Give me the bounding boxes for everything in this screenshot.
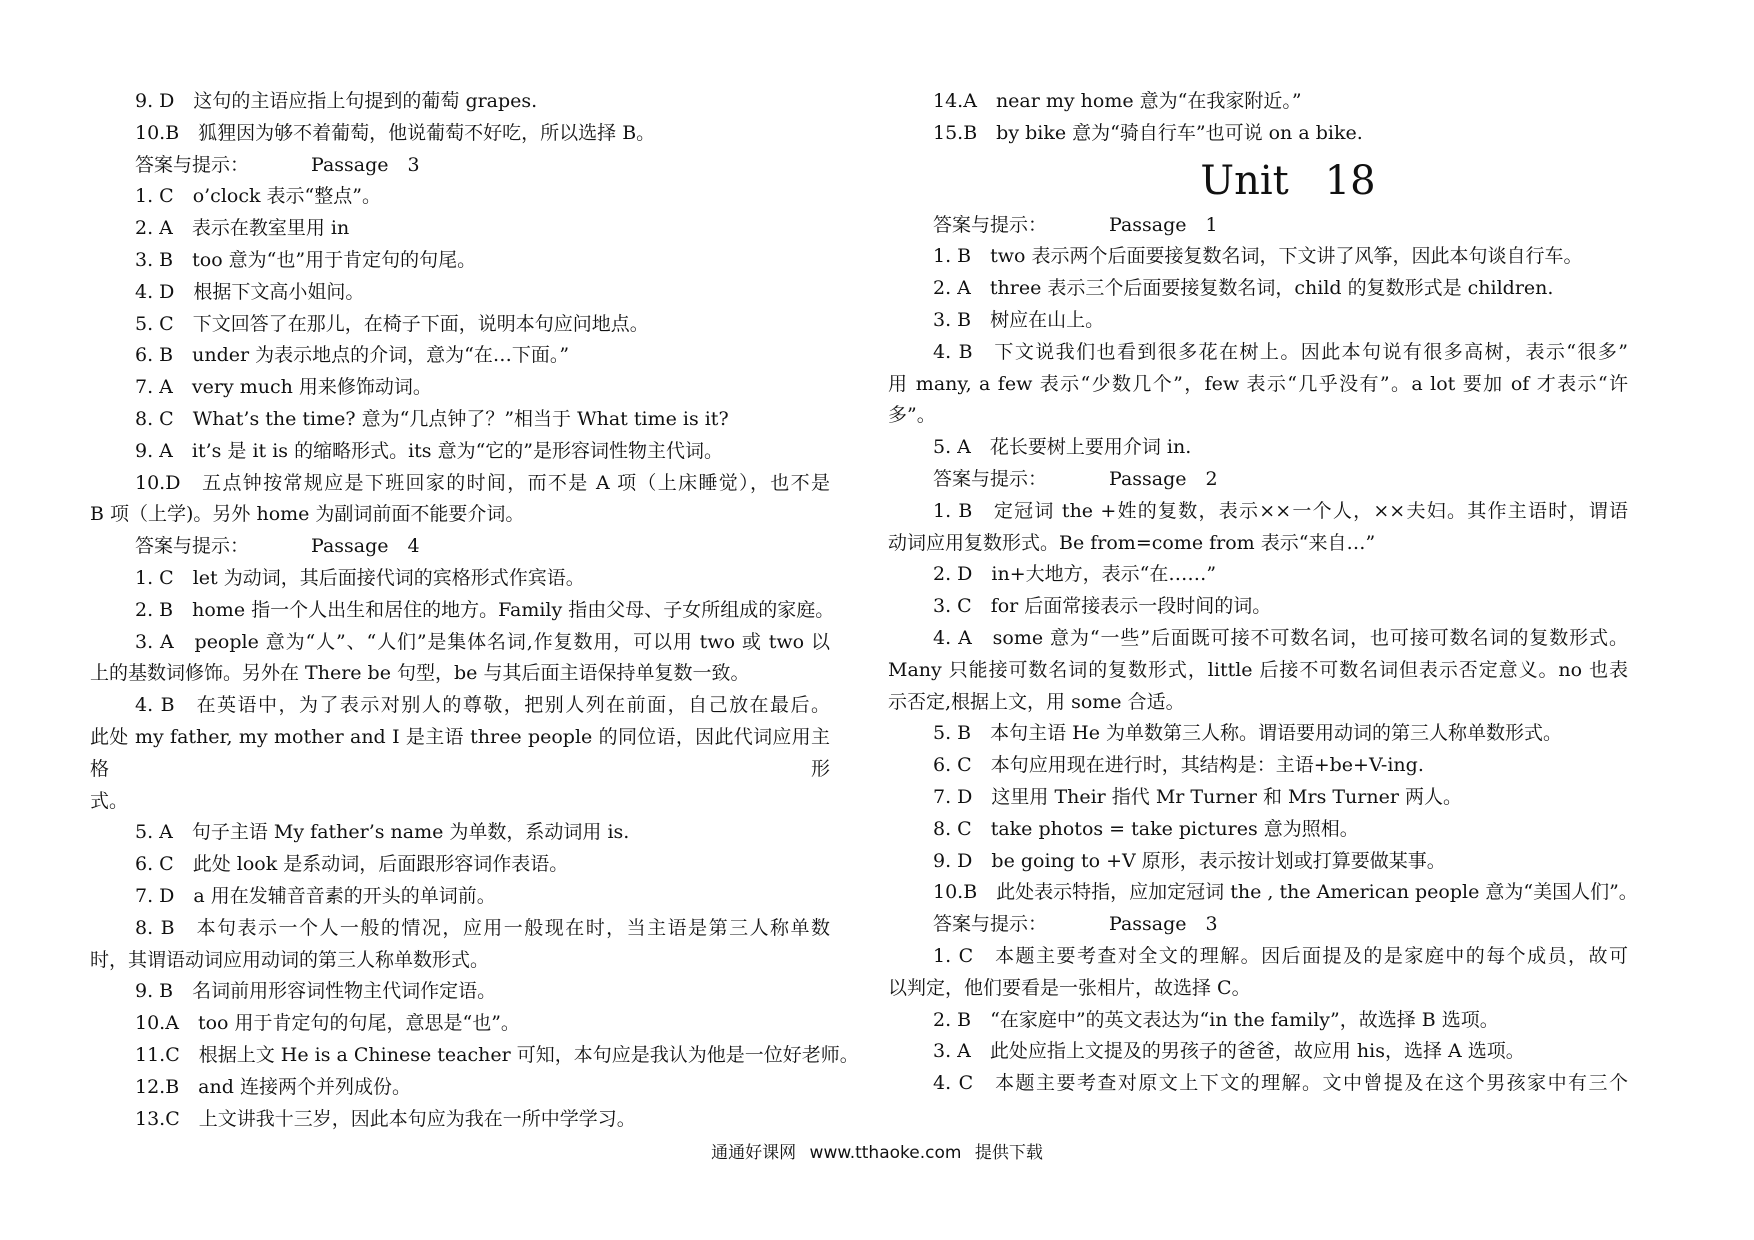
answer-line: 7. D 这里用 Their 指代 Mr Turner 和 Mrs Turner 两人。 bbox=[933, 785, 1462, 808]
unit-title bbox=[888, 152, 1628, 210]
answer-line: 15.B by bike 意为“骑自行车”也可说 on a bike. bbox=[933, 121, 1363, 144]
answer-line: 1. B 定冠词 the +姓的复数，表示××一个人，××夫妇。其作主语时，谓语 bbox=[933, 499, 1628, 522]
answer-line: 9. D 这句的主语应指上句提到的葡萄 grapes. bbox=[135, 90, 538, 112]
answer-line: 3. B too 意为“也”用于肯定句的句尾。 bbox=[135, 248, 477, 271]
answer-line: 3. A 此处应指上文提及的男孩子的爸爸，故应用 his，选择 A 选项。 bbox=[933, 1040, 1525, 1063]
answer-line: 9. B 名词前用形容词性物主代词作定语。 bbox=[135, 980, 497, 1003]
answer-line: 10.B 此处表示特指，应加定冠词 the , the American people 意为“美国人们”。 bbox=[933, 881, 1638, 904]
answer-line: 2. D in+大地方，表示“在……” bbox=[933, 563, 1217, 586]
answer-line: 2. A 表示在教室里用 in bbox=[135, 217, 350, 240]
answer-line: 1. B two 表示两个后面要接复数名词，下文讲了风筝，因此本句谈自行车。 bbox=[933, 245, 1583, 268]
answer-line: 8. B 本句表示一个人一般的情况，应用一般现在时，当主语是第三人称单数 bbox=[135, 916, 830, 939]
answer-line-continued: 以判定，他们要看是一张相片，故选择 C。 bbox=[888, 976, 1251, 999]
heading-passage: Passage 3 bbox=[311, 153, 420, 176]
answer-line-continued: 示否定,根据上文，用 some 合适。 bbox=[888, 690, 1185, 713]
answer-line-continued: 此处 my father, my mother and I 是主语 three people 的同位语，因此代词应用主格形 bbox=[90, 725, 830, 780]
answer-line: 4. A some 意为“一些”后面既可接不可数名词，也可接可数名词的复数形式。 bbox=[933, 626, 1628, 649]
answer-line: 4. B 下文说我们也看到很多花在树上。因此本句说有很多高树，表示“很多” bbox=[933, 340, 1628, 363]
heading-label: 答案与提示： bbox=[933, 467, 1048, 490]
answer-line: 1. C o’clock 表示“整点”。 bbox=[135, 185, 381, 208]
answer-line: 4. C 本题主要考查对原文上下文的理解。文中曾提及在这个男孩家中有三个 bbox=[933, 1072, 1628, 1095]
answer-line: 1. C 本题主要考查对全文的理解。因后面提及的是家庭中的每个成员，故可 bbox=[933, 944, 1628, 967]
heading-passage: Passage 1 bbox=[1109, 213, 1218, 236]
answer-line: 2. B home 指一个人出生和居住的地方。Family 指由父母、子女所组成的家庭。 bbox=[135, 598, 835, 621]
unit-number: 18 bbox=[1324, 157, 1376, 204]
answer-line-continued: B 项（上学)。另外 home 为副词前面不能要介词。 bbox=[90, 503, 525, 526]
answer-line: 2. B “在家庭中”的英文表达为“in the family”，故选择 B 选项。 bbox=[933, 1008, 1499, 1031]
page-footer bbox=[0, 1138, 1754, 1163]
answer-line-continued: 时，其谓语动词应用动词的第三人称单数形式。 bbox=[90, 948, 490, 971]
footer-site-name: 通通好课网 bbox=[711, 1143, 797, 1163]
answer-line-continued: 动词应用复数形式。Be from=come from 表示“来自…” bbox=[888, 531, 1376, 554]
answer-line-continued: Many 只能接可数名词的复数形式，little 后接不可数名词但表示否定意义。no 也表 bbox=[888, 658, 1628, 681]
answer-line: 12.B and 连接两个并列成份。 bbox=[135, 1075, 411, 1098]
passage-heading bbox=[90, 150, 830, 182]
answer-line: 6. C 本句应用现在进行时，其结构是：主语+be+V-ing. bbox=[933, 754, 1424, 777]
passage-heading bbox=[888, 210, 1628, 242]
heading-passage: Passage 3 bbox=[1109, 913, 1218, 936]
answer-line: 10.A too 用于肯定句的句尾，意思是“也”。 bbox=[135, 1012, 520, 1035]
answer-line: 3. B 树应在山上。 bbox=[933, 308, 1105, 331]
answer-line: 9. D be going to +V 原形，表示按计划或打算要做某事。 bbox=[933, 849, 1446, 872]
answer-line: 4. D 根据下文高小姐问。 bbox=[135, 280, 365, 303]
answer-line: 11.C 根据上文 He is a Chinese teacher 可知，本句应是我认为他是一位好老师。 bbox=[135, 1043, 859, 1066]
footer-note: 提供下载 bbox=[974, 1143, 1043, 1163]
answer-line: 8. C What’s the time? 意为“几点钟了？”相当于 What time is it? bbox=[135, 407, 729, 430]
answer-line: 6. C 此处 look 是系动词，后面跟形容词作表语。 bbox=[135, 853, 569, 876]
answer-line: 7. D a 用在发辅音音素的开头的单词前。 bbox=[135, 884, 496, 907]
answer-line-continued: 式。 bbox=[90, 789, 129, 812]
answer-line: 2. A three 表示三个后面要接复数名词，child 的复数形式是 children. bbox=[933, 277, 1554, 300]
answer-line: 14.A near my home 意为“在我家附近。” bbox=[933, 90, 1302, 112]
answer-line-continued: 多”。 bbox=[888, 404, 936, 427]
heading-label: 答案与提示： bbox=[135, 153, 250, 176]
unit-word: Unit bbox=[1200, 157, 1289, 204]
heading-label: 答案与提示： bbox=[933, 913, 1048, 936]
answer-line: 5. A 句子主语 My father’s name 为单数，系动词用 is. bbox=[135, 821, 630, 844]
passage-heading bbox=[90, 531, 830, 563]
heading-passage: Passage 2 bbox=[1109, 467, 1218, 490]
answer-line: 4. B 在英语中，为了表示对别人的尊敬，把别人列在前面，自己放在最后。 bbox=[135, 694, 830, 717]
answer-line: 10.D 五点钟按常规应是下班回家的时间，而不是 A 项（上床睡觉），也不是 bbox=[135, 471, 830, 494]
answer-line: 13.C 上文讲我十三岁，因此本句应为我在一所中学学习。 bbox=[135, 1107, 636, 1130]
answer-line: 3. A people 意为“人”、“人们”是集体名词,作复数用，可以用 two 或 two 以 bbox=[135, 630, 830, 653]
answer-line: 1. C let 为动词，其后面接代词的宾格形式作宾语。 bbox=[135, 566, 585, 589]
answer-line: 8. C take photos = take pictures 意为照相。 bbox=[933, 817, 1359, 840]
answer-line: 3. C for 后面常接表示一段时间的词。 bbox=[933, 595, 1272, 618]
answer-line-continued: 上的基数词修饰。另外在 There be 句型，be 与其后面主语保持单复数一致。 bbox=[90, 662, 750, 685]
answer-line: 5. B 本句主语 He 为单数第三人称。谓语要用动词的第三人称单数形式。 bbox=[933, 722, 1563, 745]
answer-line: 9. A it’s 是 it is 的缩略形式。its 意为“它的”是形容词性物主代词。 bbox=[135, 439, 724, 462]
passage-heading bbox=[888, 909, 1628, 941]
left-column bbox=[90, 86, 859, 1135]
answer-line: 7. A very much 用来修饰动词。 bbox=[135, 376, 432, 399]
heading-label: 答案与提示： bbox=[933, 213, 1048, 236]
right-column bbox=[888, 86, 1638, 1100]
heading-label: 答案与提示： bbox=[135, 535, 250, 558]
answer-line: 5. C 下文回答了在那儿，在椅子下面，说明本句应问地点。 bbox=[135, 312, 649, 335]
passage-heading bbox=[888, 464, 1628, 496]
answer-line-continued: 用 many, a few 表示“少数几个”，few 表示“几乎没有”。a lot 要加 of 才表示“许 bbox=[888, 372, 1628, 395]
footer-url: www.tthaoke.com bbox=[809, 1143, 962, 1163]
heading-passage: Passage 4 bbox=[311, 535, 420, 558]
answer-line: 6. B under 为表示地点的介词，意为“在…下面。” bbox=[135, 344, 570, 367]
answer-line: 5. A 花长要树上要用介词 in. bbox=[933, 436, 1192, 459]
answer-line: 10.B 狐狸因为够不着葡萄，他说葡萄不好吃，所以选择 B。 bbox=[135, 121, 656, 144]
